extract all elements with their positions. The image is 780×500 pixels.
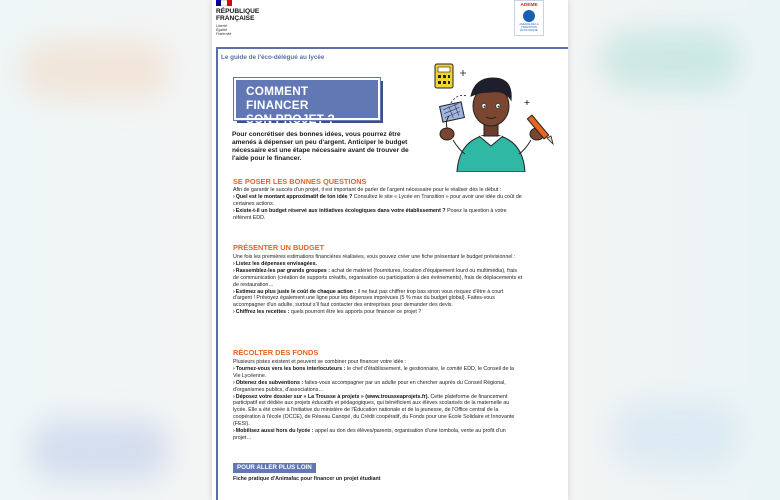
- list-item: [233, 261, 523, 268]
- rf-motto-line-1: Liberté: [216, 24, 227, 28]
- list-item: [233, 289, 523, 310]
- list-item: [233, 268, 523, 289]
- list-item-text: Consultez le site « Lycée en Transition » pour avoir une idée du coût de certaines actions.: [233, 193, 522, 207]
- list-item-bold: Estimez au plus juste le coût de chaque action :: [235, 288, 357, 295]
- list-item-bold: Tournez-vous vers les bons interlocuteurs :: [235, 365, 346, 372]
- list-item-bold: Déposez votre dossier sur « La Trousse à projets » (www.trousseaprojets.fr).: [235, 393, 429, 400]
- list-item: [233, 394, 523, 429]
- arrow-icon: ›: [233, 288, 235, 295]
- list-item: [233, 309, 523, 316]
- ademe-logo: [514, 0, 544, 36]
- list-item: [233, 208, 523, 222]
- list-item-bold: Rassemblez-les par grands groupes :: [235, 267, 330, 274]
- student-character: [440, 78, 544, 172]
- main-title-line-1: COMMENT FINANCER: [246, 84, 309, 112]
- arrow-icon: ›: [233, 260, 235, 267]
- ademe-emblem-icon: [523, 10, 535, 22]
- list-item-text: faites-vous accompagner par un adulte pour en chercher auprès du Conseil Régional, d'organismes publics, d'associations…: [233, 379, 506, 393]
- rf-motto-line-3: Fraternité: [216, 32, 232, 37]
- page-header: [212, 0, 568, 46]
- rf-title-line-1: RÉPUBLIQUE: [216, 8, 260, 15]
- list-item: [233, 380, 523, 394]
- arrow-icon: ›: [233, 309, 235, 316]
- section-body-funds: [233, 359, 523, 442]
- arrow-icon: ›: [233, 365, 235, 372]
- background-blur-right: [600, 30, 740, 90]
- ademe-subtitle: AGENCE DE LA TRANSITION ÉCOLOGIQUE: [519, 23, 539, 32]
- list-item-text: achat de matériel (fournitures, location d'équipement lourd ou multimédia), frais de communication (création de supports créatifs, organisation ou participation à des événements), frais de déplacements et de restauration…: [233, 267, 523, 288]
- french-flag-icon: [216, 0, 232, 6]
- main-title-box: [234, 78, 380, 126]
- guide-title: Le guide de l'éco-délégué au lycée: [221, 54, 325, 61]
- document-page: [212, 0, 568, 500]
- ademe-name: ADEME: [520, 3, 538, 8]
- arrow-icon: ›: [233, 193, 235, 200]
- background-blur-left: [20, 40, 170, 100]
- section-lead: Plusieurs pistes existent et peuvent se combiner pour financer votre idée :: [233, 359, 407, 365]
- list-item-bold: Existe-t-il un budget réservé aux initiatives écologiques dans votre établissement ?: [235, 207, 446, 214]
- section-title-questions: SE POSER LES BONNES QUESTIONS: [233, 177, 367, 186]
- arrow-icon: ›: [233, 428, 235, 435]
- list-item-bold: Chiffrez les recettes :: [235, 309, 290, 316]
- background-blur-right-bottom: [610, 400, 740, 470]
- arrow-icon: ›: [233, 207, 235, 214]
- arrow-icon: ›: [233, 393, 235, 400]
- list-item-text: quels pourront être les apports pour financer ce projet ?: [289, 309, 422, 316]
- section-lead: Une fois les premières estimations financières réalisées, vous pouvez créer une fiche présentant le budget prévisionnel :: [233, 254, 516, 260]
- spreadsheet-icon: [440, 102, 465, 122]
- section-body-questions: [233, 187, 523, 222]
- more-link[interactable]: Fiche pratique d'Animafac pour financer un projet étudiant: [233, 476, 381, 482]
- list-item: [233, 366, 523, 380]
- more-badge: POUR ALLER PLUS LOIN: [233, 463, 316, 473]
- calculator-icon: [435, 64, 453, 88]
- list-item-text: appel au don des élèves/parents, organisation d'une tombola, vente au profit d'un projet…: [233, 428, 506, 441]
- republique-francaise-logo: [216, 0, 259, 37]
- student-calculator-illustration: [417, 60, 567, 172]
- section-title-budget: PRÉSENTER UN BUDGET: [233, 243, 325, 252]
- rf-motto-line-2: Égalité: [216, 28, 227, 33]
- list-item-bold: Mobilisez aussi hors du lycée :: [235, 428, 314, 435]
- section-title-funds: RÉCOLTER DES FONDS: [233, 348, 319, 357]
- rf-title-line-2: FRANÇAISE: [216, 15, 255, 22]
- main-title-line-2: SON PROJET ?: [246, 112, 335, 126]
- arrow-icon: ›: [233, 379, 235, 386]
- list-item: [233, 194, 523, 208]
- arrow-icon: ›: [233, 267, 235, 274]
- section-body-budget: [233, 254, 523, 316]
- section-lead: Afin de garantir le succès d'un projet, il est important de parler de l'argent nécessaire pour le réaliser dès le début :: [233, 187, 502, 193]
- list-item-text: Cette plateforme de financement participatif est dédiée aux projets éducatifs et pédagogiques, qui bénéficient aux élèves scolarisés de la maternelle au lycée. Elle a été créée à l'initiative du ministère de l'Éducation nationale et de la jeunesse, de l'Office central de la coopération à l'école (OCCE), de Réseau Canopé, du Crédit coopératif, du Fonds pour une École Solidaire et Innovante (FESI).: [233, 393, 515, 428]
- background-blur-left-bottom: [30, 420, 170, 480]
- list-item: [233, 428, 523, 442]
- list-item-text: Posez la question à votre référent EDD.: [233, 207, 507, 221]
- list-item-bold: Obtenez des subventions :: [235, 379, 304, 386]
- list-item-bold: Quel est le montant approximatif de ton idée ?: [235, 193, 353, 200]
- list-item-text: le chef d'établissement, le gestionnaire, le comité EDD, le Conseil de la Vie Lycéenne.: [233, 365, 515, 379]
- list-item-bold: Listez les dépenses envisagées.: [235, 260, 318, 267]
- intro-paragraph: Pour concrétiser des bonnes idées, vous pourrez être amenés à dépenser un peu d'argent. Anticiper le budget nécessaire est une étape nécessaire avant de trouver de l'aide pour le financer.: [232, 131, 409, 162]
- list-item-text: il ne faut pas chiffrer trop bas sinon vous risquez d'être à court d'argent ! Prévoyez également une ligne pour les dépenses imprévues (5 % max du budget global). Faites-vous accompagner d'un adulte, surtout s'il faut contacter des entreprises pour demander des devis.: [233, 288, 504, 309]
